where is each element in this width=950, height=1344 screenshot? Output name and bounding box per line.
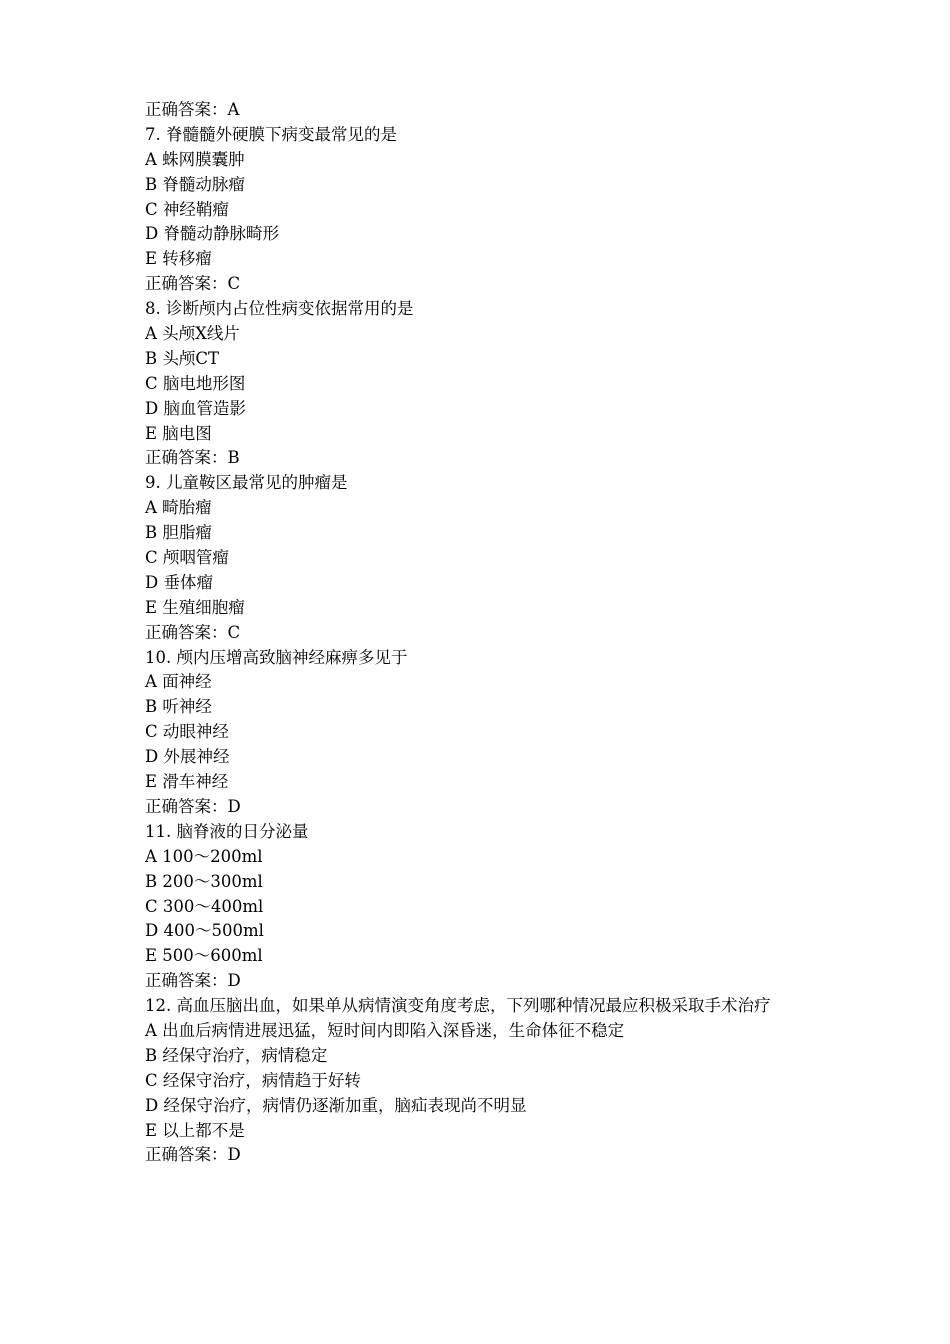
option-d: D 脑血管造影 [145, 398, 246, 418]
document-page [145, 98, 825, 1168]
question-text: 8. 诊断颅内占位性病变依据常用的是 [145, 299, 414, 319]
option-c: C 300～400ml [145, 896, 264, 916]
answer-line: 正确答案：C [145, 622, 241, 642]
option-c: C 经保守治疗，病情趋于好转 [145, 1070, 361, 1090]
answer-line: 正确答案：D [145, 796, 241, 816]
option-e: E 以上都不是 [145, 1120, 245, 1140]
option-a: A 100～200ml [145, 846, 263, 866]
answer-line: 正确答案：C [145, 274, 241, 294]
question-text: 12. 高血压脑出血，如果单从病情演变角度考虑，下列哪种情况最应积极采取手术治疗 [145, 996, 771, 1016]
option-a: A 出血后病情进展迅猛，短时间内即陷入深昏迷，生命体征不稳定 [145, 1020, 625, 1040]
option-c: C 神经鞘瘤 [145, 199, 229, 219]
option-b: B 200～300ml [145, 871, 263, 891]
option-b: B 脊髓动脉瘤 [145, 174, 245, 194]
option-e: E 生殖细胞瘤 [145, 597, 245, 617]
answer-line: 正确答案：A [145, 100, 240, 119]
question-block [145, 297, 825, 471]
question-block [145, 646, 825, 820]
option-c: C 动眼神经 [145, 722, 229, 742]
answer-line: 正确答案：B [145, 448, 240, 468]
question-block [145, 123, 825, 297]
question-block [145, 994, 825, 1168]
question-block [145, 471, 825, 645]
option-a: A 头颅X线片 [145, 324, 240, 344]
answer-line: 正确答案：D [145, 971, 241, 991]
option-e: E 转移瘤 [145, 249, 212, 269]
answer-line: 正确答案：D [145, 1145, 241, 1165]
question-text: 11. 脑脊液的日分泌量 [145, 821, 309, 841]
option-a: A 面神经 [145, 672, 212, 692]
option-e: E 滑车神经 [145, 772, 229, 792]
option-b: B 胆脂瘤 [145, 523, 212, 543]
option-d: D 经保守治疗，病情仍逐渐加重，脑疝表现尚不明显 [145, 1095, 527, 1115]
option-d: D 外展神经 [145, 747, 230, 767]
option-e: E 脑电图 [145, 423, 212, 443]
question-text: 10. 颅内压增高致脑神经麻痹多见于 [145, 647, 408, 667]
option-a: A 畸胎瘤 [145, 498, 212, 518]
option-e: E 500～600ml [145, 946, 263, 966]
option-b: B 头颅CT [145, 348, 220, 368]
option-d: D 脊髓动静脉畸形 [145, 224, 279, 244]
option-d: D 垂体瘤 [145, 572, 213, 592]
option-a: A 蛛网膜囊肿 [145, 149, 245, 169]
question-text: 9. 儿童鞍区最常见的肿瘤是 [145, 473, 348, 493]
question-text: 7. 脊髓髓外硬膜下病变最常见的是 [145, 124, 397, 144]
option-c: C 脑电地形图 [145, 373, 246, 393]
question-block [145, 820, 825, 994]
option-d: D 400～500ml [145, 921, 264, 941]
option-b: B 听神经 [145, 697, 212, 717]
option-b: B 经保守治疗，病情稳定 [145, 1045, 328, 1065]
option-c: C 颅咽管瘤 [145, 548, 229, 568]
